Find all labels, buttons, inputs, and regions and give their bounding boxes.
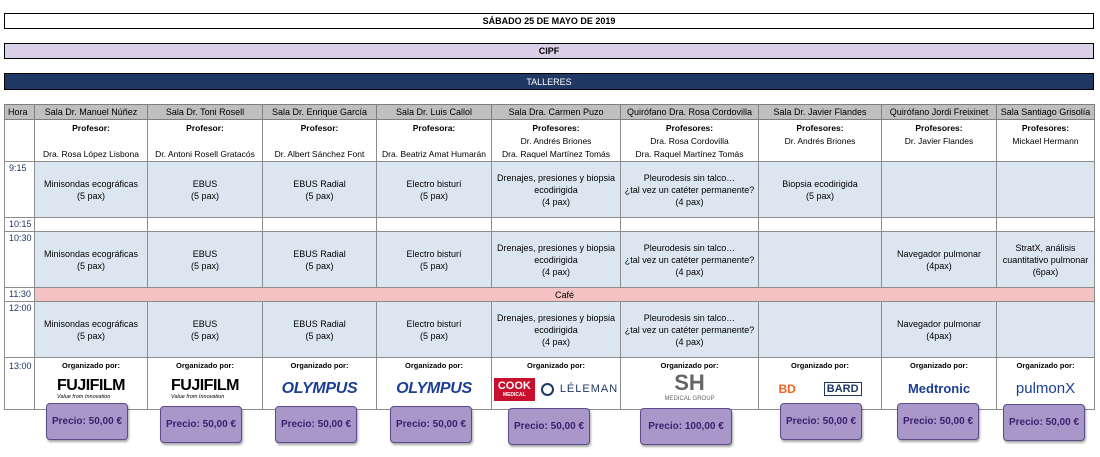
professor-role: Profesor:: [72, 123, 110, 133]
activity-line: (5 pax): [419, 260, 448, 271]
activity-line: ecodirigida: [534, 184, 578, 195]
activity-line: (5 pax): [76, 260, 105, 271]
sala-header: Quirófano Jordi Freixinet: [882, 105, 997, 120]
activity-cell: [882, 162, 997, 218]
activity-line: Navegador pulmonar: [896, 248, 982, 259]
blank-cell: [882, 218, 997, 232]
professor-name: [377, 135, 491, 148]
activity-line: Electro bisturí: [406, 178, 462, 189]
time-label: 13:00: [5, 358, 35, 410]
activity-line: EBUS Radial: [293, 248, 346, 259]
professor-cell: [997, 120, 1095, 162]
activity-line: Minisondas ecográficas: [43, 248, 139, 259]
professor-name: Mickael Hermann: [1012, 136, 1079, 146]
activity-line: Drenajes, presiones y biopsia: [496, 242, 616, 253]
sh-wordmark: SH: [674, 370, 705, 395]
sh-medical-logo: [621, 372, 758, 406]
activity-line: Pleurodesis sin talco…: [643, 312, 736, 323]
professor-name: Dr. Andrés Briones: [784, 136, 856, 146]
activity-line: (5 pax): [190, 190, 219, 201]
date-title: SÁBADO 25 DE MAYO DE 2019: [4, 13, 1094, 29]
sala-header: Sala Santiago Grisolía: [997, 105, 1095, 120]
blank-cell: [621, 218, 759, 232]
organizer-cell: [263, 358, 377, 410]
sala-header: Sala Dr. Toni Rosell: [148, 105, 263, 120]
fujifilm-logo: [35, 372, 147, 406]
activity-line: (4 pax): [675, 196, 704, 207]
activity-line: (5 pax): [76, 190, 105, 201]
activity-cell: [377, 302, 492, 358]
sala-header: Sala Dra. Carmen Puzo: [492, 105, 621, 120]
slot-row: [5, 302, 1095, 358]
activity-line: (6pax): [1032, 266, 1059, 277]
cipf-title: CIPF: [4, 43, 1094, 59]
activity-cell: [759, 162, 882, 218]
activity-line: StratX, análisis: [1015, 242, 1076, 253]
activity-cell: [263, 302, 377, 358]
activity-line: Drenajes, presiones y biopsia: [496, 172, 616, 183]
activity-cell: [492, 162, 621, 218]
price-button: Precio: 50,00 €: [390, 406, 472, 443]
activity-line: Pleurodesis sin talco…: [643, 242, 736, 253]
blank-cell: [5, 120, 35, 162]
sh-sub: MEDICAL GROUP: [664, 396, 715, 402]
price-button: Precio: 50,00 €: [1003, 404, 1085, 441]
activity-line: (5 pax): [305, 260, 334, 271]
activity-line: ecodirigida: [534, 254, 578, 265]
cook-wordmark: COOK: [497, 379, 531, 392]
activity-cell: [35, 162, 148, 218]
activity-line: (5 pax): [305, 190, 334, 201]
activity-cell: [759, 302, 882, 358]
activity-line: (4 pax): [541, 336, 570, 347]
fujifilm-logo: [148, 372, 262, 406]
cafe-row: [5, 288, 1095, 302]
professor-name: Dra. Rosa Cordovilla: [650, 136, 729, 146]
professor-name: Dra. Raquel Martínez Tomás: [501, 149, 611, 159]
cafe-cell: Café: [35, 288, 1095, 302]
professor-name: [148, 135, 262, 148]
activity-cell: [997, 302, 1095, 358]
schedule-table: [4, 104, 1095, 410]
organizer-label: Organizado por:: [1016, 361, 1075, 370]
professor-role: Profesor:: [300, 123, 339, 133]
activity-cell: [35, 302, 148, 358]
fujifilm-tagline: Value from Innovation: [171, 394, 225, 400]
professor-name: Dr. Andrés Briones: [520, 136, 592, 146]
activity-line: ¿tal vez un catéter permanente?: [624, 324, 755, 335]
activity-line: ¿tal vez un catéter permanente?: [624, 254, 755, 265]
activity-line: ¿tal vez un catéter permanente?: [624, 184, 755, 195]
activity-cell: [263, 162, 377, 218]
price-button: Precio: 50,00 €: [780, 403, 862, 440]
activity-line: Minisondas ecográficas: [43, 178, 139, 189]
professor-name: [997, 148, 1094, 161]
blank-cell: [377, 218, 492, 232]
activity-line: (5 pax): [190, 260, 219, 271]
time-label: 12:00: [5, 302, 35, 358]
olympus-logo: [263, 372, 376, 406]
olympus-wordmark: OLYMPUS: [281, 380, 358, 397]
bard-logo: BARD: [824, 382, 862, 396]
activity-cell: [621, 302, 759, 358]
activity-line: Electro bisturí: [406, 248, 462, 259]
professor-row: [5, 120, 1095, 162]
activity-cell: [621, 232, 759, 288]
organizer-cell: [377, 358, 492, 410]
time-label: 10:30: [5, 232, 35, 288]
activity-cell: [759, 232, 882, 288]
activity-line: EBUS Radial: [293, 178, 346, 189]
activity-line: EBUS: [192, 318, 218, 329]
activity-line: (4 pax): [541, 196, 570, 207]
professor-name: [35, 135, 147, 148]
professor-role: Profesores:: [1021, 123, 1070, 133]
talleres-title: TALLERES: [4, 73, 1094, 90]
organizer-cell: [759, 358, 882, 410]
activity-cell: [882, 232, 997, 288]
fujifilm-tagline: Value from Innovation: [57, 394, 111, 400]
professor-role: Profesores:: [665, 123, 714, 133]
professor-name: Dr. Albert Sánchez Font: [274, 149, 365, 159]
professor-name: [882, 148, 996, 161]
bd-bard-logos: [759, 372, 881, 406]
activity-line: Minisondas ecográficas: [43, 318, 139, 329]
cook-leleman-logos: [492, 372, 620, 406]
pulmonx-wordmark: pulmonX: [1015, 380, 1076, 397]
fujifilm-wordmark: FUJIFILM: [171, 377, 239, 394]
time-label: 11:30: [5, 288, 35, 302]
activity-line: Biopsia ecodirigida: [782, 178, 858, 189]
price-button: Precio: 50,00 €: [897, 403, 979, 440]
fujifilm-wordmark: FUJIFILM: [57, 377, 125, 394]
professor-role: Profesores:: [532, 123, 580, 133]
sala-header: Sala Dr. Javier Flandes: [759, 105, 882, 120]
activity-line: Pleurodesis sin talco…: [643, 172, 736, 183]
leleman-wordmark: LÉLEMAN: [559, 383, 619, 395]
professor-role: Profesores:: [796, 123, 844, 133]
activity-cell: [377, 232, 492, 288]
blank-cell: [759, 218, 882, 232]
activity-line: EBUS Radial: [293, 318, 346, 329]
professor-cell: [35, 120, 148, 162]
professor-cell: [148, 120, 263, 162]
activity-line: (4 pax): [675, 266, 704, 277]
professor-role: Profesores:: [915, 123, 963, 133]
professor-cell: [377, 120, 492, 162]
organizer-cell: [997, 358, 1095, 410]
professor-cell: [263, 120, 377, 162]
price-button: Precio: 50,00 €: [46, 403, 128, 440]
professor-role: Profesora:: [412, 123, 456, 133]
activity-line: (4 pax): [675, 336, 704, 347]
activity-cell: [997, 232, 1095, 288]
sala-header: Sala Dr. Luis Callol: [377, 105, 492, 120]
professor-name: Dra. Rosa López Lisbona: [43, 149, 139, 159]
organizer-cell: [882, 358, 997, 410]
professor-name: Dra. Beatriz Amat Humarán: [382, 149, 486, 159]
activity-line: ecodirigida: [534, 324, 578, 335]
activity-cell: [492, 232, 621, 288]
professor-name: Dr. Antoni Rosell Gratacós: [155, 149, 255, 159]
professor-name: [263, 135, 376, 148]
hora-header: Hora: [5, 105, 35, 120]
organizer-label: Organizado por:: [910, 361, 968, 370]
blank-cell: [492, 218, 621, 232]
professor-cell: [759, 120, 882, 162]
header-row: [5, 105, 1095, 120]
time-label: 9:15: [5, 162, 35, 218]
activity-line: Electro bisturí: [406, 318, 462, 329]
organizer-label: Organizado por:: [62, 361, 120, 370]
activity-line: (5 pax): [805, 190, 834, 201]
activity-cell: [882, 302, 997, 358]
organizer-cell: [492, 358, 621, 410]
professor-name: [759, 148, 881, 161]
activity-cell: [148, 302, 263, 358]
slot-row: [5, 232, 1095, 288]
price-button: Precio: 50,00 €: [275, 406, 357, 443]
sala-header: Sala Dr. Manuel Núñez: [35, 105, 148, 120]
activity-cell: [263, 232, 377, 288]
time-label: 10:15: [5, 218, 35, 232]
medtronic-logo: [882, 372, 996, 406]
blank-cell: [263, 218, 377, 232]
professor-cell: [621, 120, 759, 162]
professor-name: Dra. Raquel Martínez Tomás: [635, 149, 744, 159]
leleman-icon: [541, 383, 554, 396]
activity-line: Drenajes, presiones y biopsia: [496, 312, 616, 323]
blank-cell: [35, 218, 148, 232]
organizer-label: Organizado por:: [176, 361, 234, 370]
blank-cell: [997, 218, 1095, 232]
organizer-cell: [621, 358, 759, 410]
olympus-wordmark: OLYMPUS: [396, 380, 472, 397]
price-button: Precio: 100,00 €: [640, 408, 732, 445]
activity-line: (5 pax): [419, 190, 448, 201]
activity-cell: [997, 162, 1095, 218]
slot-row: [5, 162, 1095, 218]
sala-header: Quirófano Dra. Rosa Cordovilla: [621, 105, 759, 120]
organizer-label: Organizado por:: [791, 361, 849, 370]
blank-cell: [148, 218, 263, 232]
professor-name: Dr. Javier Flandes: [904, 136, 974, 146]
medtronic-wordmark: Medtronic: [907, 381, 971, 396]
organizer-label: Organizado por:: [290, 361, 349, 370]
olympus-logo: [377, 372, 491, 406]
activity-line: (5 pax): [190, 330, 219, 341]
professor-cell: [492, 120, 621, 162]
activity-line: (4pax): [926, 260, 952, 271]
organizer-label: Organizado por:: [527, 361, 585, 370]
activity-line: EBUS: [192, 178, 218, 189]
activity-line: (4 pax): [541, 266, 570, 277]
bd-logo: BD: [778, 382, 796, 396]
activity-cell: [35, 232, 148, 288]
professor-cell: [882, 120, 997, 162]
organizer-cell: [148, 358, 263, 410]
break-row: [5, 218, 1095, 232]
activity-cell: [492, 302, 621, 358]
activity-line: EBUS: [192, 248, 218, 259]
cook-sub: MEDICAL: [502, 391, 526, 398]
price-button: Precio: 50,00 €: [160, 406, 242, 443]
sala-header: Sala Dr. Enrique García: [263, 105, 377, 120]
activity-line: cuantitativo pulmonar: [1002, 254, 1089, 265]
activity-cell: [148, 232, 263, 288]
activity-cell: [621, 162, 759, 218]
organizer-row: [5, 358, 1095, 410]
activity-cell: [148, 162, 263, 218]
cook-logo: [494, 378, 535, 401]
activity-line: (5 pax): [305, 330, 334, 341]
activity-line: (4pax): [926, 330, 952, 341]
activity-line: (5 pax): [419, 330, 448, 341]
activity-line: (5 pax): [76, 330, 105, 341]
activity-line: Navegador pulmonar: [896, 318, 982, 329]
organizer-label: Organizado por:: [405, 361, 463, 370]
organizer-label: Organizado por:: [660, 361, 719, 370]
activity-cell: [377, 162, 492, 218]
price-button: Precio: 50,00 €: [508, 408, 590, 445]
organizer-cell: [35, 358, 148, 410]
pulmonx-logo: [997, 372, 1094, 406]
professor-role: Profesor:: [186, 123, 224, 133]
